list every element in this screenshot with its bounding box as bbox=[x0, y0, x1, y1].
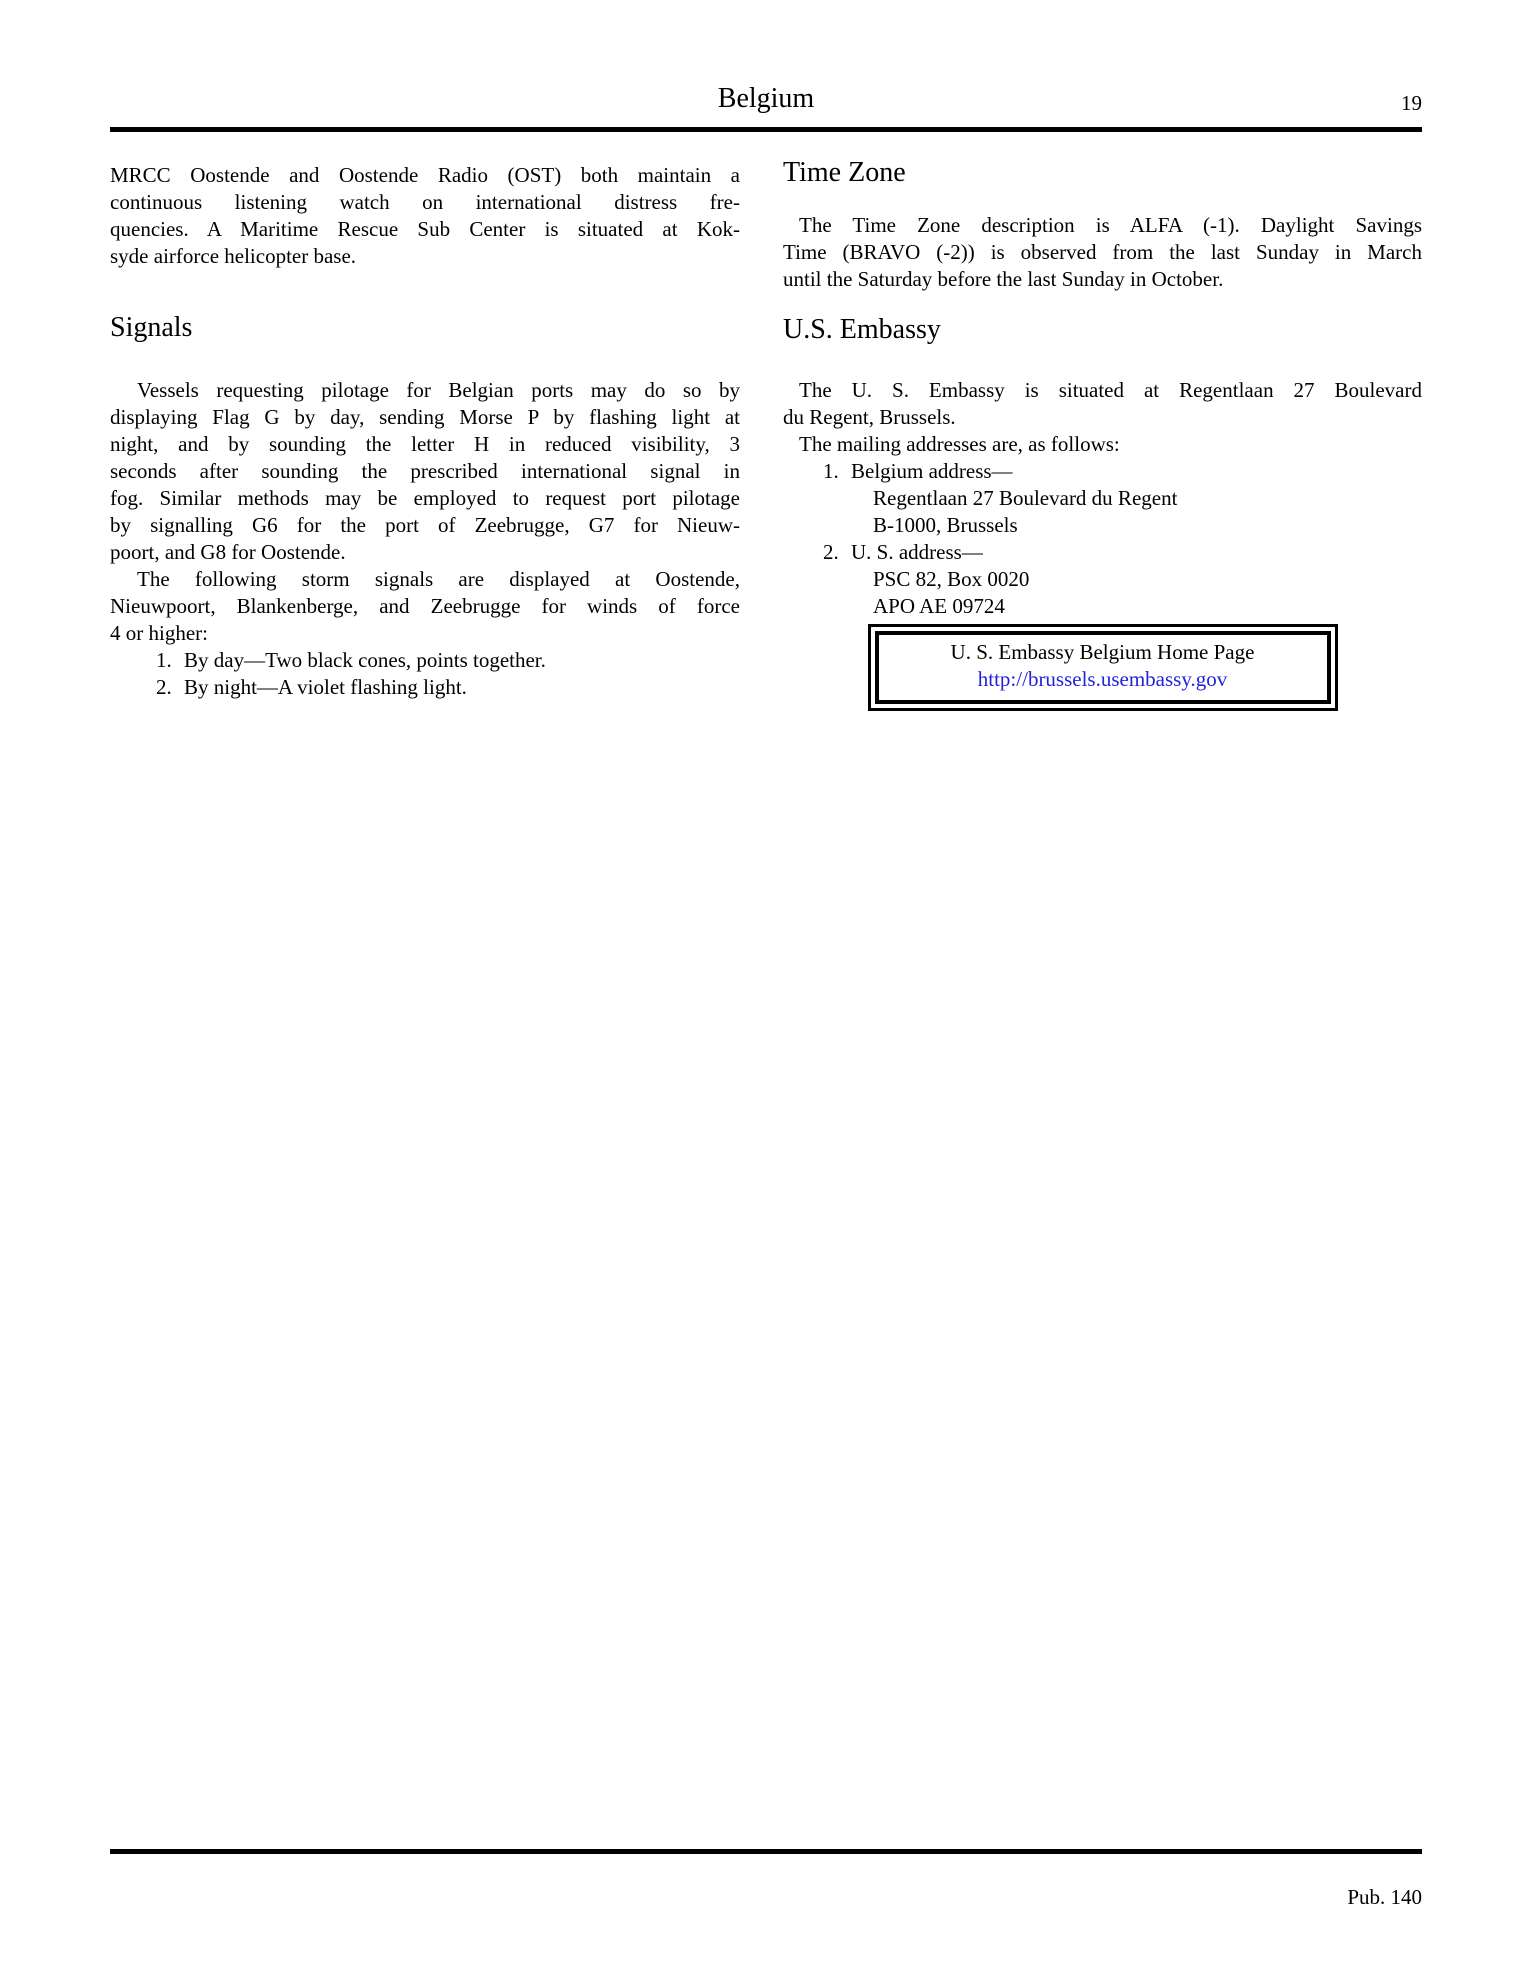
page-title: Belgium bbox=[717, 83, 815, 114]
address-line: APO AE 09724 bbox=[873, 594, 1005, 618]
list-item-text: U. S. address— bbox=[851, 540, 983, 564]
address-line: Regentlaan 27 Boulevard du Regent bbox=[873, 486, 1178, 510]
page-number: 19 bbox=[1401, 91, 1422, 115]
list-item-text: By night—A violet flashing light. bbox=[184, 675, 467, 699]
list-item-number: 2. bbox=[823, 540, 839, 564]
paragraph-pilotage bbox=[110, 377, 740, 566]
embassy-homepage-box-title: U. S. Embassy Belgium Home Page bbox=[950, 640, 1255, 664]
paragraph-mrcc bbox=[110, 162, 740, 270]
text-line: The Time Zone description is ALFA (-1). Daylight Savings bbox=[799, 213, 1422, 237]
address-list bbox=[783, 458, 1422, 620]
section-heading-us-embassy: U.S. Embassy bbox=[783, 314, 941, 345]
list-item bbox=[110, 647, 740, 674]
text-line: Nieuwpoort, Blankenberge, and Zeebrugge for winds of force bbox=[110, 594, 740, 618]
text-line: 4 or higher: bbox=[110, 621, 208, 645]
embassy-homepage-link[interactable]: http://brussels.usembassy.gov bbox=[977, 667, 1228, 691]
address-line: PSC 82, Box 0020 bbox=[873, 567, 1030, 591]
list-item-number: 2. bbox=[156, 675, 172, 699]
text-line: night, and by sounding the letter H in reduced visibility, 3 bbox=[110, 432, 740, 456]
list-item bbox=[783, 458, 1422, 485]
text-line: The U. S. Embassy is situated at Regentlaan 27 Boulevard bbox=[799, 378, 1422, 402]
footer-rule bbox=[110, 1849, 1422, 1854]
list-item-number: 1. bbox=[156, 648, 172, 672]
section-heading-signals: Signals bbox=[110, 312, 193, 343]
text-line: The following storm signals are displayed at Oostende, bbox=[137, 567, 740, 591]
paragraph-storm-signals bbox=[110, 566, 740, 647]
publication-number: Pub. 140 bbox=[1347, 1885, 1422, 1909]
header-rule bbox=[110, 127, 1422, 132]
text-line: quencies. A Maritime Rescue Sub Center is situated at Kok- bbox=[110, 217, 740, 241]
text-line: until the Saturday before the last Sunday in October. bbox=[783, 267, 1224, 291]
text-line: displaying Flag G by day, sending Morse P by flashing light at bbox=[110, 405, 740, 429]
text-line: continuous listening watch on international distress fre- bbox=[110, 190, 740, 214]
text-line: fog. Similar methods may be employed to request port pilotage bbox=[110, 486, 740, 510]
list-item-text: By day—Two black cones, points together. bbox=[184, 648, 546, 672]
paragraph-mailing-intro: The mailing addresses are, as follows: bbox=[799, 432, 1120, 456]
text-line: syde airforce helicopter base. bbox=[110, 244, 357, 268]
paragraph-time-zone bbox=[783, 212, 1422, 293]
text-line: MRCC Oostende and Oostende Radio (OST) both maintain a bbox=[110, 163, 740, 187]
embassy-homepage-box bbox=[868, 624, 1338, 711]
storm-signal-list bbox=[110, 647, 740, 701]
text-line: poort, and G8 for Oostende. bbox=[110, 540, 346, 564]
left-column bbox=[110, 162, 740, 701]
text-line: by signalling G6 for the port of Zeebrugge, G7 for Nieuw- bbox=[110, 513, 740, 537]
text-line: seconds after sounding the prescribed international signal in bbox=[110, 459, 740, 483]
text-line: du Regent, Brussels. bbox=[783, 405, 956, 429]
list-item-text: Belgium address— bbox=[851, 459, 1013, 483]
list-item-number: 1. bbox=[823, 459, 839, 483]
right-column bbox=[783, 157, 1422, 711]
list-item bbox=[783, 539, 1422, 566]
address-line: B-1000, Brussels bbox=[873, 513, 1018, 537]
paragraph-embassy-location bbox=[783, 377, 1422, 431]
text-line: Vessels requesting pilotage for Belgian ports may do so by bbox=[137, 378, 740, 402]
list-item bbox=[110, 674, 740, 701]
embassy-homepage-box-inner bbox=[875, 631, 1331, 704]
text-line: Time (BRAVO (-2)) is observed from the last Sunday in March bbox=[783, 240, 1422, 264]
section-heading-time-zone: Time Zone bbox=[783, 157, 906, 188]
